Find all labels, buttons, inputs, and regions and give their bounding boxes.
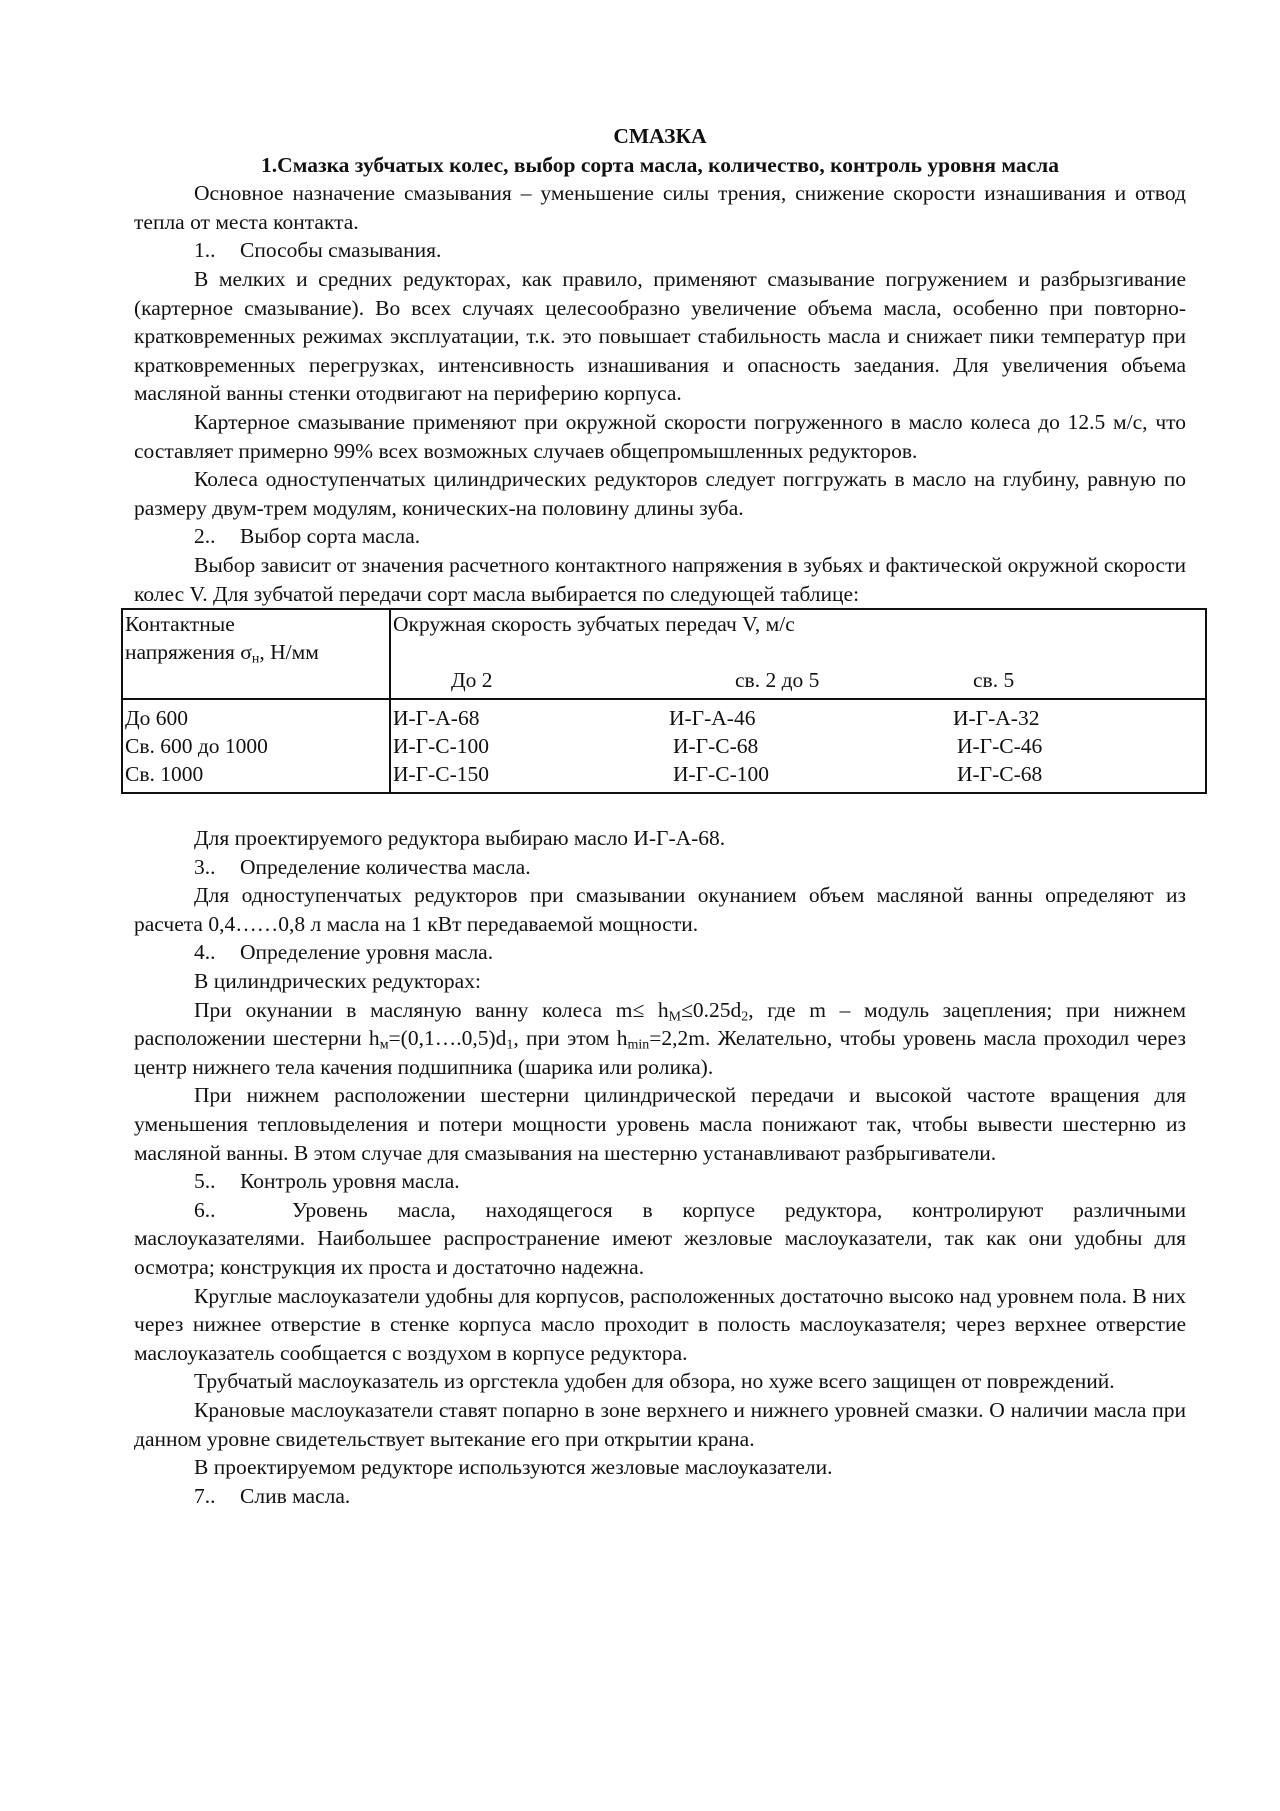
stress-range: Св. 600 до 1000 (125, 734, 268, 759)
paragraph: В проектируемом редукторе используются жезловые маслоуказатели. (194, 1455, 833, 1480)
list-item-label: Способы смазывания. (240, 238, 442, 263)
list-item-oil-drain (134, 1482, 1186, 1511)
text-run: При окунании в масляную ванну колеса m≤ h (194, 997, 669, 1022)
speed-range: До 2 (451, 668, 493, 693)
list-number: 7.. (194, 1483, 216, 1508)
paragraph: В цилиндрических редукторах: (194, 969, 481, 994)
subscript: min (627, 1037, 650, 1053)
text-run: , где m – модуль зацепления; при нижнем расположении шестерни h (134, 997, 1186, 1051)
subscript: м (379, 1037, 389, 1053)
paragraph: Выбор зависит от значения расчетного контактного напряжения в зубьях и фактической окружной скорости колес V. Для зубчатой передачи сорт масла выбирается по следующей таблице: (134, 552, 1186, 606)
header-stress-line2: напряжения σ (125, 640, 252, 665)
table-cell: И-Г-С-150 (393, 762, 490, 787)
subscript: 2 (741, 1009, 749, 1025)
table-body-row (122, 699, 1206, 793)
header-speed (390, 609, 1206, 699)
list-item-label: Контроль уровня масла. (240, 1169, 460, 1194)
list-number: 6.. (194, 1197, 216, 1222)
oil-grade-grid (393, 704, 1203, 788)
subscript: М (668, 1009, 682, 1025)
list-item-lubrication-methods (134, 236, 1186, 265)
subscript: 1 (506, 1037, 514, 1053)
table-cell: И-Г-С-68 (957, 762, 1043, 787)
table-cell: И-Г-А-32 (953, 706, 1040, 731)
header-stress-line1: Контактные (125, 612, 235, 637)
list-item-paragraph (134, 1196, 1186, 1282)
table-cell: И-Г-А-68 (393, 706, 480, 731)
paragraph: Колеса одноступенчатых цилиндрических редукторов следует поггружать в масло на глубину, равную по размеру двум-трем модулям, конических-на половину длины зуба. (134, 467, 1186, 520)
table-cell: И-Г-С-100 (393, 734, 490, 759)
table-cell: И-Г-С-100 (673, 762, 770, 787)
paragraph: При нижнем расположении шестерни цилиндрической передачи и высокой частоте вращения для уменьшения тепловыделения и потери мощности уровень масла понижают так, чтобы вывести шестерню из масляной ванны. В этом случае для смазывания на шестерню устанавливают разбрыгиватели. (134, 1083, 1186, 1165)
list-item-label: Выбор сорта масла. (240, 524, 421, 549)
list-number: 5.. (194, 1169, 216, 1194)
section-heading: 1.Смазка зубчатых колес, выбор сорта масла, количество, контроль уровня масла (261, 152, 1059, 177)
header-stress-unit: , Н/мм (259, 640, 319, 665)
intro-paragraph: Основное назначение смазывания – уменьшение силы трения, снижение скорости изнашивания и отвод тепла от места контакта. (134, 181, 1186, 234)
header-speed-label: Окружная скорость зубчатых передач V, м/с (393, 612, 795, 637)
list-item-oil-quantity (134, 853, 1186, 882)
text-run: =2,2m. Желательно, чтобы уровень масла проходил через центр нижнего тела качения подшипника (шарика или ролика). (134, 1026, 1186, 1079)
stress-range: Св. 1000 (125, 762, 204, 787)
document-page (125, 122, 1186, 1510)
paragraph: В мелких и средних редукторах, как правило, применяют смазывание погружением и разбрызгивание (картерное смазывание). Во всех случаях целесообразно увеличение объема масла, особенно при повторно-кратковременных режимах эксплуатации, т.к. это повышает стабильность масла и снижает пики температур при кратковременных перегрузках, интенсивность изнашивания и опасность заедания. Для увеличения объема масляной ванны стенки отодвигают на периферию корпуса. (134, 266, 1186, 406)
speed-ranges (393, 666, 1203, 694)
table-cell: И-Г-С-46 (957, 734, 1043, 759)
paragraph: Для проектируемого редуктора выбираю масло И-Г-А-68. (194, 826, 726, 851)
list-number: 4.. (194, 940, 216, 965)
paragraph: Картерное смазывание применяют при окружной скорости погруженного в масло колеса до 12.5 м/с, что составляет примерно 99% всех возможных случаев общепромышленных редукторов. (134, 409, 1186, 463)
oil-grade-table (121, 608, 1207, 794)
spacer (134, 794, 1186, 824)
paragraph: Крановые маслоуказатели ставят попарно в зоне верхнего и нижнего уровней смазки. О наличии масла при данном уровне свидетельствует вытекание его при открытии крана. (134, 1397, 1186, 1451)
header-stress (122, 609, 390, 699)
paragraph: Для одноступенчатых редукторов при смазывании окунанием объем масляной ванны определяют из расчета 0,4……0,8 л масла на 1 кВт передаваемой мощности. (134, 883, 1186, 936)
paragraph: Круглые маслоуказатели удобны для корпусов, расположенных достаточно высоко над уровнем пола. В них через нижнее отверстие в стенке корпуса масло проходит в полость маслоуказателя; через верхнее отверстие маслоуказатель сообщается с воздухом в корпусе редуктора. (134, 1283, 1186, 1365)
stress-ranges (122, 699, 390, 793)
list-item-oil-grade (134, 522, 1186, 551)
document-title: СМАЗКА (613, 124, 707, 148)
list-item-oil-level (134, 938, 1186, 967)
list-item-level-control (134, 1167, 1186, 1196)
stress-range: До 600 (125, 706, 189, 731)
list-item-label: Слив масла. (240, 1483, 351, 1508)
text-run: =(0,1….0,5)d (388, 1026, 507, 1051)
table-cell: И-Г-С-68 (673, 734, 759, 759)
sigma-subscript: н (251, 651, 260, 667)
table-cell: И-Г-А-46 (669, 706, 756, 731)
text-run: , при этом h (513, 1026, 628, 1051)
oil-grades (390, 699, 1206, 793)
list-number: 2.. (194, 524, 216, 549)
list-number: 1.. (194, 238, 216, 263)
paragraph: Трубчатый маслоуказатель из оргстекла удобен для обзора, но хуже всего защищен от повреждений. (194, 1369, 1115, 1394)
list-item-label: Определение количества масла. (240, 854, 531, 879)
speed-range: св. 2 до 5 (735, 668, 820, 693)
list-number: 3.. (194, 854, 216, 879)
list-item-label: Определение уровня масла. (240, 940, 494, 965)
oil-grade-table-wrapper (121, 608, 1200, 794)
text-run: Уровень масла, находящегося в корпусе редуктора, контролируют различными маслоуказателями. Наибольшее распространение имеют жезловые маслоуказатели, так как они удобны для осмотра; конструкция их проста и достаточно надежна. (134, 1197, 1186, 1279)
speed-range: св. 5 (973, 668, 1015, 693)
text-run: ≤0.25d (681, 997, 742, 1022)
formula-paragraph (134, 996, 1186, 1082)
table-header-row (122, 609, 1206, 699)
